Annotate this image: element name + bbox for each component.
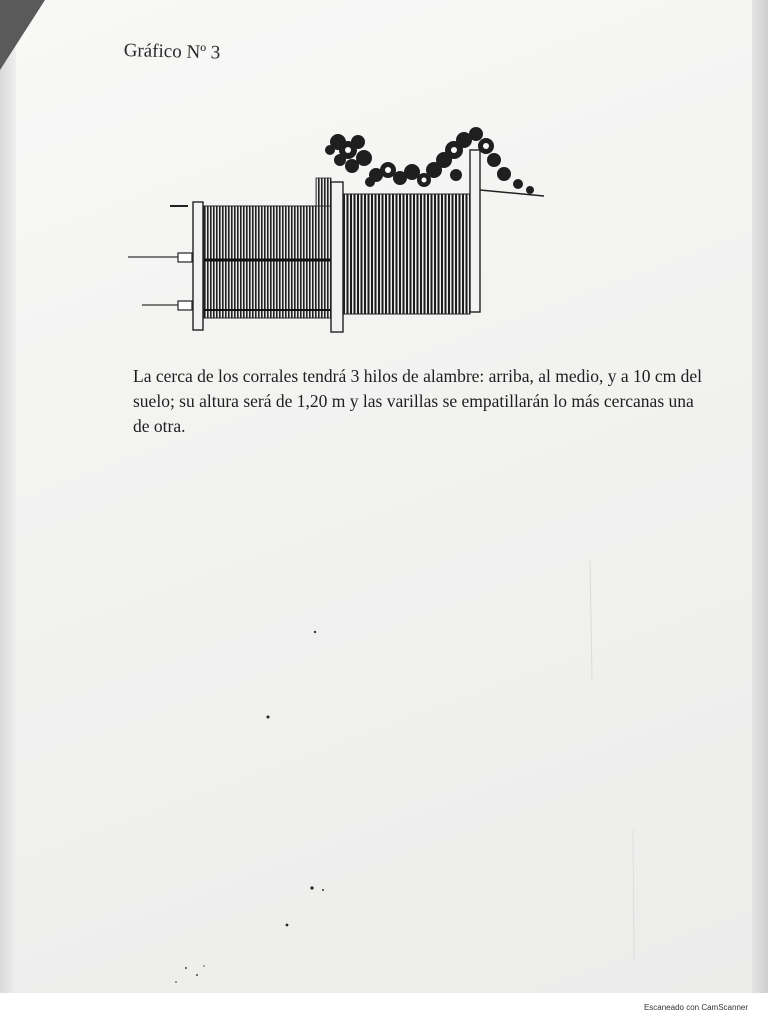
page-right-edge [752,0,768,1000]
paragraph-line: suelo; su altura será de 1,20 m y las varillas se empatillarán lo más cercanas una [133,391,694,411]
scan-corner-shadow [0,0,45,70]
figure-title: Gráfico Nº 3 [123,40,221,64]
scan-noise [16,0,752,993]
page-left-shadow [0,0,16,1000]
scanned-page [16,0,752,993]
paragraph-line: La cerca de los corrales tendrá 3 hilos de alambre: arriba, al medio, y a 10 cm del [133,366,702,386]
camscanner-watermark: Escaneado con CamScanner [643,1003,748,1012]
paragraph-line: de otra. [133,416,186,436]
